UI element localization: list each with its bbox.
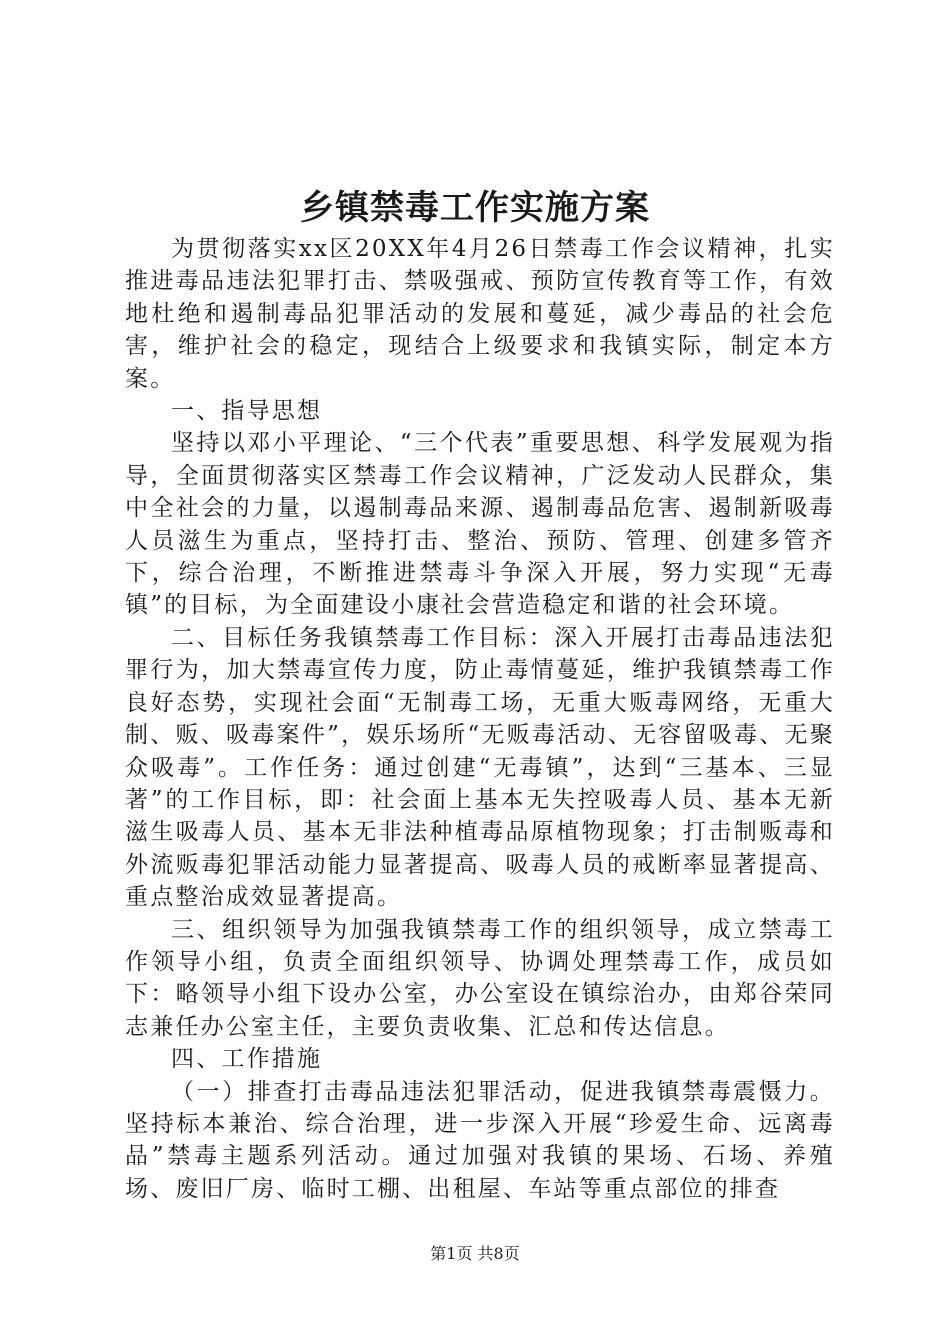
paragraph-goals-tasks: 二、目标任务我镇禁毒工作目标：深入开展打击毒品违法犯罪行为，加大禁毒宣传力度，防止毒情蔓延，维护我镇禁毒工作良好态势，实现社会面“无制毒工场，无重大贩毒网络，无重大制、贩、吸毒案件”，娱乐场所“无贩毒活动、无容留吸毒、无聚众吸毒”。工作任务：通过创建“无毒镇”，达到“三基本、三显著”的工作目标，即：社会面上基本无失控吸毒人员、基本无新滋生吸毒人员、基本无非法种植毒品原植物现象；打击制贩毒和外流贩毒犯罪活动能力显著提高、吸毒人员的戒断率显著提高、重点整治成效显著提高。	[125, 624, 835, 911]
document-title: 乡镇禁毒工作实施方案	[300, 188, 650, 228]
paragraph-guiding-ideology: 坚持以邓小平理论、“三个代表”重要思想、科学发展观为指导，全面贯彻落实区禁毒工作会议精神，广泛发动人民群众，集中全社会的力量，以遏制毒品来源、遏制毒品危害、遏制新吸毒人员滋生为重点，坚持打击、整治、预防、管理、创建多管齐下，综合治理，不断推进禁毒斗争深入开展，努力实现“无毒镇”的目标，为全面建设小康社会营造稳定和谐的社会环境。	[125, 430, 835, 619]
document-body	[125, 233, 835, 1205]
paragraph-intro: 为贯彻落实xx区20XX年4月26日禁毒工作会议精神，扎实推进毒品违法犯罪打击、禁吸强戒、预防宣传教育等工作，有效地杜绝和遏制毒品犯罪活动的发展和蔓延，减少毒品的社会危害，维护社会的稳定，现结合上级要求和我镇实际，制定本方案。	[125, 236, 835, 392]
section-heading-guiding-ideology: 一、指导思想	[171, 398, 323, 425]
paragraph-organization: 三、组织领导为加强我镇禁毒工作的组织领导，成立禁毒工作领导小组，负责全面组织领导、协调处理禁毒工作，成员如下：略领导小组下设办公室，办公室设在镇综治办，由郑谷荣同志兼任办公室主任，主要负责收集、汇总和传达信息。	[125, 916, 835, 1040]
page-number-footer: 第1页 共8页	[430, 1244, 520, 1263]
paragraph-measure-one: （一）排查打击毒品违法犯罪活动，促进我镇禁毒震慑力。坚持标本兼治、综合治理，进一步深入开展“珍爱生命、远离毒品”禁毒主题系列活动。通过加强对我镇的果场、石场、养殖场、废旧厂房、临时工棚、出租屋、车站等重点部位的排查	[125, 1078, 835, 1202]
section-heading-work-measures: 四、工作措施	[171, 1046, 323, 1073]
